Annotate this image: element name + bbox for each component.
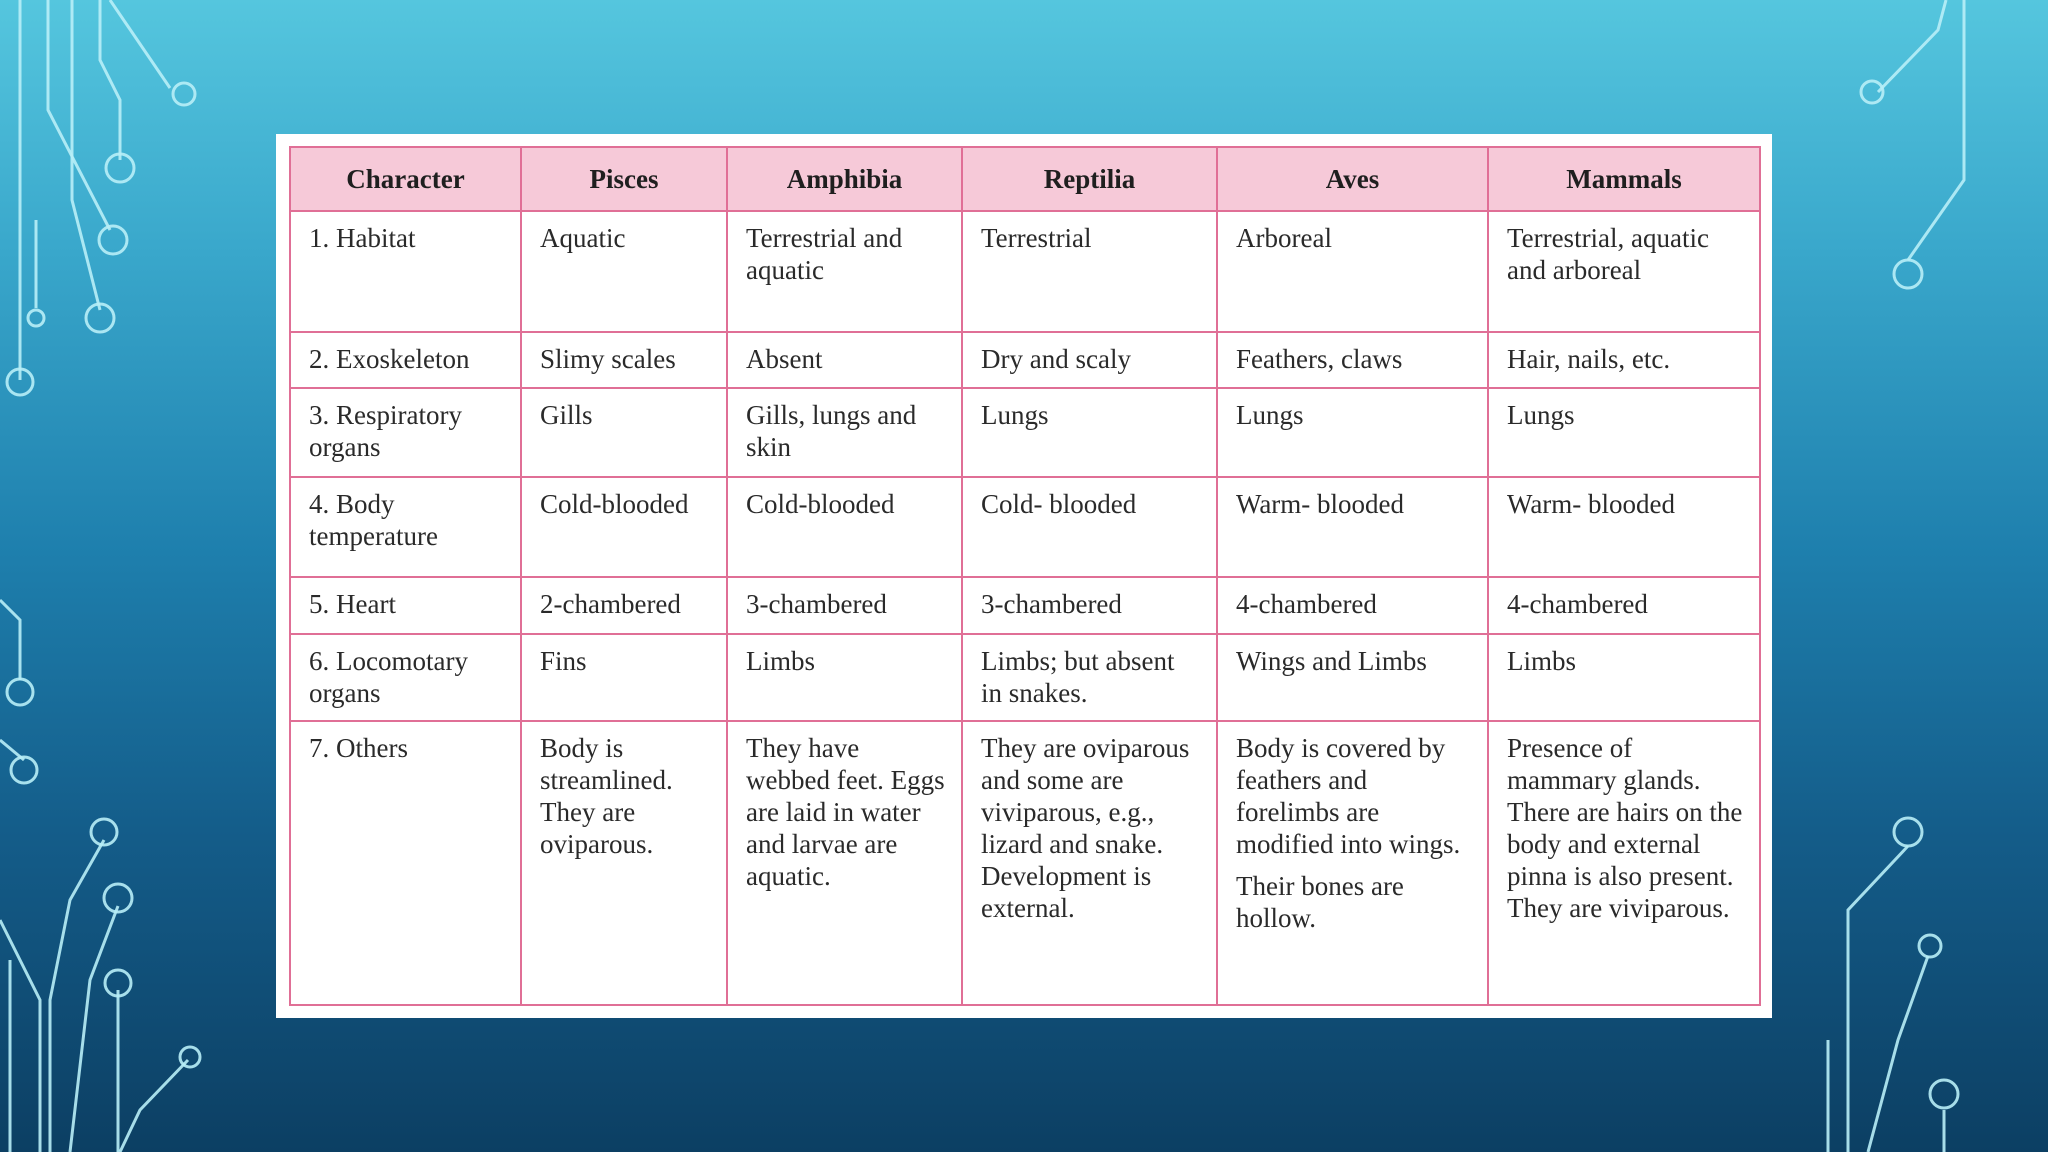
cell-pisces: Body is streamlined. They are oviparous. bbox=[521, 721, 727, 1005]
cell-character: 3. Respiratory organs bbox=[290, 388, 521, 477]
cell-character: 5. Heart bbox=[290, 577, 521, 634]
cell-reptilia: Cold- blooded bbox=[962, 477, 1217, 577]
table-row-body-temperature bbox=[290, 477, 1760, 577]
cell-amphibia: Terrestrial and aquatic bbox=[727, 211, 962, 332]
vertebrate-comparison-table bbox=[289, 146, 1761, 1006]
cell-amphibia: They have webbed feet. Eggs are laid in water and larvae are aquatic. bbox=[727, 721, 962, 1005]
cell-mammals: Lungs bbox=[1488, 388, 1760, 477]
header-aves: Aves bbox=[1217, 147, 1488, 211]
circuit-decoration-right bbox=[1788, 0, 2048, 1152]
cell-pisces: Slimy scales bbox=[521, 332, 727, 388]
cell-pisces: 2-chambered bbox=[521, 577, 727, 634]
cell-mammals: Terrestrial, aquatic and arboreal bbox=[1488, 211, 1760, 332]
cell-pisces: Gills bbox=[521, 388, 727, 477]
cell-reptilia: Terrestrial bbox=[962, 211, 1217, 332]
cell-pisces: Fins bbox=[521, 634, 727, 721]
table-row-heart bbox=[290, 577, 1760, 634]
cell-aves: Arboreal bbox=[1217, 211, 1488, 332]
comparison-table-card bbox=[276, 134, 1772, 1018]
cell-aves: Warm- blooded bbox=[1217, 477, 1488, 577]
header-pisces: Pisces bbox=[521, 147, 727, 211]
cell-character: 7. Others bbox=[290, 721, 521, 1005]
cell-amphibia: Absent bbox=[727, 332, 962, 388]
cell-amphibia: Gills, lungs and skin bbox=[727, 388, 962, 477]
cell-character: 4. Body temperature bbox=[290, 477, 521, 577]
table-row-others bbox=[290, 721, 1760, 1005]
table-row-habitat bbox=[290, 211, 1760, 332]
cell-amphibia: Limbs bbox=[727, 634, 962, 721]
aves-others-text-2: Their bones are hollow. bbox=[1236, 871, 1404, 933]
cell-reptilia: Lungs bbox=[962, 388, 1217, 477]
cell-mammals: Limbs bbox=[1488, 634, 1760, 721]
cell-reptilia: They are oviparous and some are viviparous, e.g., lizard and snake. Development is external. bbox=[962, 721, 1217, 1005]
cell-amphibia: Cold-blooded bbox=[727, 477, 962, 577]
circuit-decoration-left bbox=[0, 0, 260, 1152]
cell-mammals: Hair, nails, etc. bbox=[1488, 332, 1760, 388]
header-character: Character bbox=[290, 147, 521, 211]
cell-pisces: Aquatic bbox=[521, 211, 727, 332]
cell-pisces: Cold-blooded bbox=[521, 477, 727, 577]
cell-character: 6. Locomotary organs bbox=[290, 634, 521, 721]
cell-mammals: Presence of mammary glands. There are hairs on the body and external pinna is also present. They are viviparous. bbox=[1488, 721, 1760, 1005]
header-reptilia: Reptilia bbox=[962, 147, 1217, 211]
cell-mammals: 4-chambered bbox=[1488, 577, 1760, 634]
header-row bbox=[290, 147, 1760, 211]
table-row-exoskeleton bbox=[290, 332, 1760, 388]
cell-aves bbox=[1217, 721, 1488, 1005]
aves-others-text: Body is covered by feathers and forelimbs are modified into wings. bbox=[1236, 733, 1461, 859]
cell-amphibia: 3-chambered bbox=[727, 577, 962, 634]
cell-mammals: Warm- blooded bbox=[1488, 477, 1760, 577]
cell-aves: Wings and Limbs bbox=[1217, 634, 1488, 721]
table-row-respiratory-organs bbox=[290, 388, 1760, 477]
cell-reptilia: 3-chambered bbox=[962, 577, 1217, 634]
cell-reptilia: Dry and scaly bbox=[962, 332, 1217, 388]
cell-aves: 4-chambered bbox=[1217, 577, 1488, 634]
cell-character: 2. Exoskeleton bbox=[290, 332, 521, 388]
cell-reptilia: Limbs; but absent in snakes. bbox=[962, 634, 1217, 721]
cell-character: 1. Habitat bbox=[290, 211, 521, 332]
cell-aves: Feathers, claws bbox=[1217, 332, 1488, 388]
header-amphibia: Amphibia bbox=[727, 147, 962, 211]
cell-aves: Lungs bbox=[1217, 388, 1488, 477]
table-row-locomotary-organs bbox=[290, 634, 1760, 721]
header-mammals: Mammals bbox=[1488, 147, 1760, 211]
